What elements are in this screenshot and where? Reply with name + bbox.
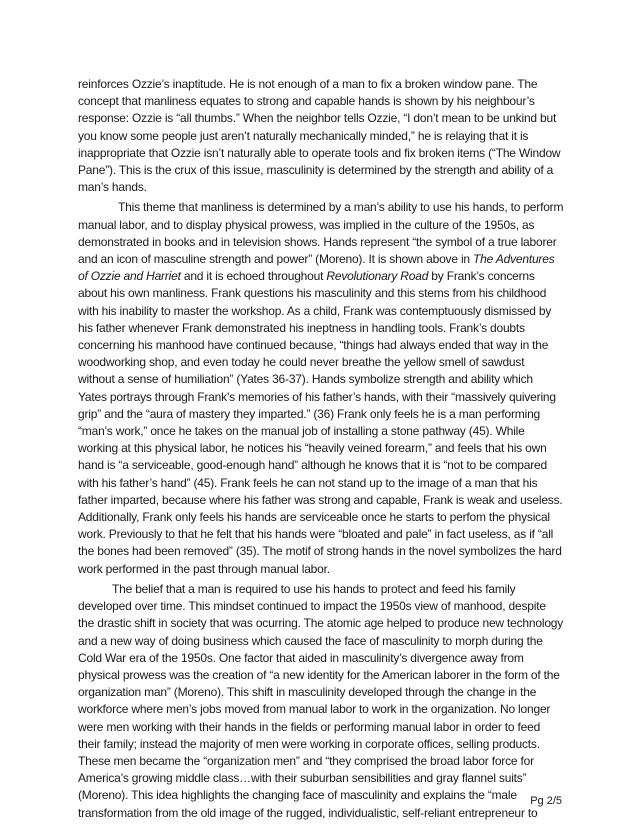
paragraph-2	[78, 199, 564, 577]
paragraph-3	[78, 581, 564, 822]
title-ozzie-and-harriet: The Adventures of Ozzie and Harriet	[78, 252, 555, 284]
paragraph-2-text-b: and it is echoed throughout	[180, 269, 327, 284]
paragraph-3-text: The belief that a man is required to use his hands to protect and feed his family developed over time. This mindset continued to impact the 1950s view of manhood, despite the drastic shift in society that was ocurring. The atomic age helped to produce new technology and a new way of doing business which caused the face of masculinity to morph during the Cold War era of the 1950s. One factor that aided in masculinity’s divergence away from physical prowess was the creation of “a new identity for the American laborer in the form of the organization man” (Moreno). This shift in masculinity developed through the change in the workforce where men’s jobs moved from manual labor to work in the organization. No longer were men working with their hands in the fields or performing manual labor in order to feed their family; instead the majority of men were working in corporate offices, selling products. These men became the “organization men” and “they comprised the broad labor force for America’s growing middle class…with their suburban sensibilities and gray flannel suits” (Moreno). This idea highlights the changing face of masculinity and explains the “male transformation from the old image of the rugged, individualistic, self-reliant entrepreneur to	[78, 581, 564, 820]
paragraph-1-text: reinforces Ozzie’s inaptitude. He is not enough of a man to fix a broken window pane. The concept that manliness equates to strong and capable hands is shown by his neighbour’s response: Ozzie is “all thumbs.” When the neighbor tells Ozzie, “I don’t mean to be unkind but you know some people just aren’t naturally mechanically minded,” he is relaying that it is inappropriate that Ozzie isn’t naturally able to operate tools and fix broken items (“The Window Pane”). This is the crux of this issue, masculinity is determined by the strength and ability of a man’s hands.	[78, 77, 561, 195]
paragraph-2-text-c: by Frank’s concerns about his own manliness. Frank questions his masculinity and this stems from his childhood with his inability to master the workshop. As a child, Frank was contemptuously dismissed by his father whenever Frank demonstrated his ineptness in handling tools. Frank’s doubts concerning his manhood have continued because, “things had always ended that way in the woodworking shop, and even today he could never breathe the yellow smell of sawdust without a sense of humiliation” (Yates 36-37). Hands symbolize strength and ability which Yates portrays through Frank’s memories of his father’s hands, with their “massively quivering grip” and the “aura of mastery they imparted.” (36) Frank only feels he is a man performing “man’s work,” once he takes on the manual job of installing a stone pathway (45). While working at this physical labor, he notices his “heavily veined forearm,” and feels that his own hand is “a serviceable, good-enough hand” although he knows that it is “not to be compared with his father’s hand” (45). Frank feels he can not stand up to the image of a man that his father imparted, because where his father was strong and capable, Frank is weak and useless. Additionally, Frank only feels his hands are serviceable once he starts to perfom the physical work. Previously to that he felt that his hands were “bloated and pale” in fact useless, as if “all the bones had been removed” (35). The motif of strong hands in the novel symbolizes the hard work performed in the past through manual labor.	[78, 269, 563, 576]
paragraph-1	[78, 76, 564, 196]
page-number: Pg 2/5	[530, 795, 562, 807]
body-text	[78, 76, 564, 825]
paragraph-2-text-a: This theme that manliness is determined by a man’s ability to use his hands, to perform manual labor, and to display physical prowess, was implied in the culture of the 1950s, as demonstrated in books and in television shows. Hands represent “the symbol of a true laborer and an icon of masculine strength and power” (Moreno). It is shown above in	[78, 200, 564, 267]
title-revolutionary-road: Revolutionary Road	[326, 269, 429, 284]
